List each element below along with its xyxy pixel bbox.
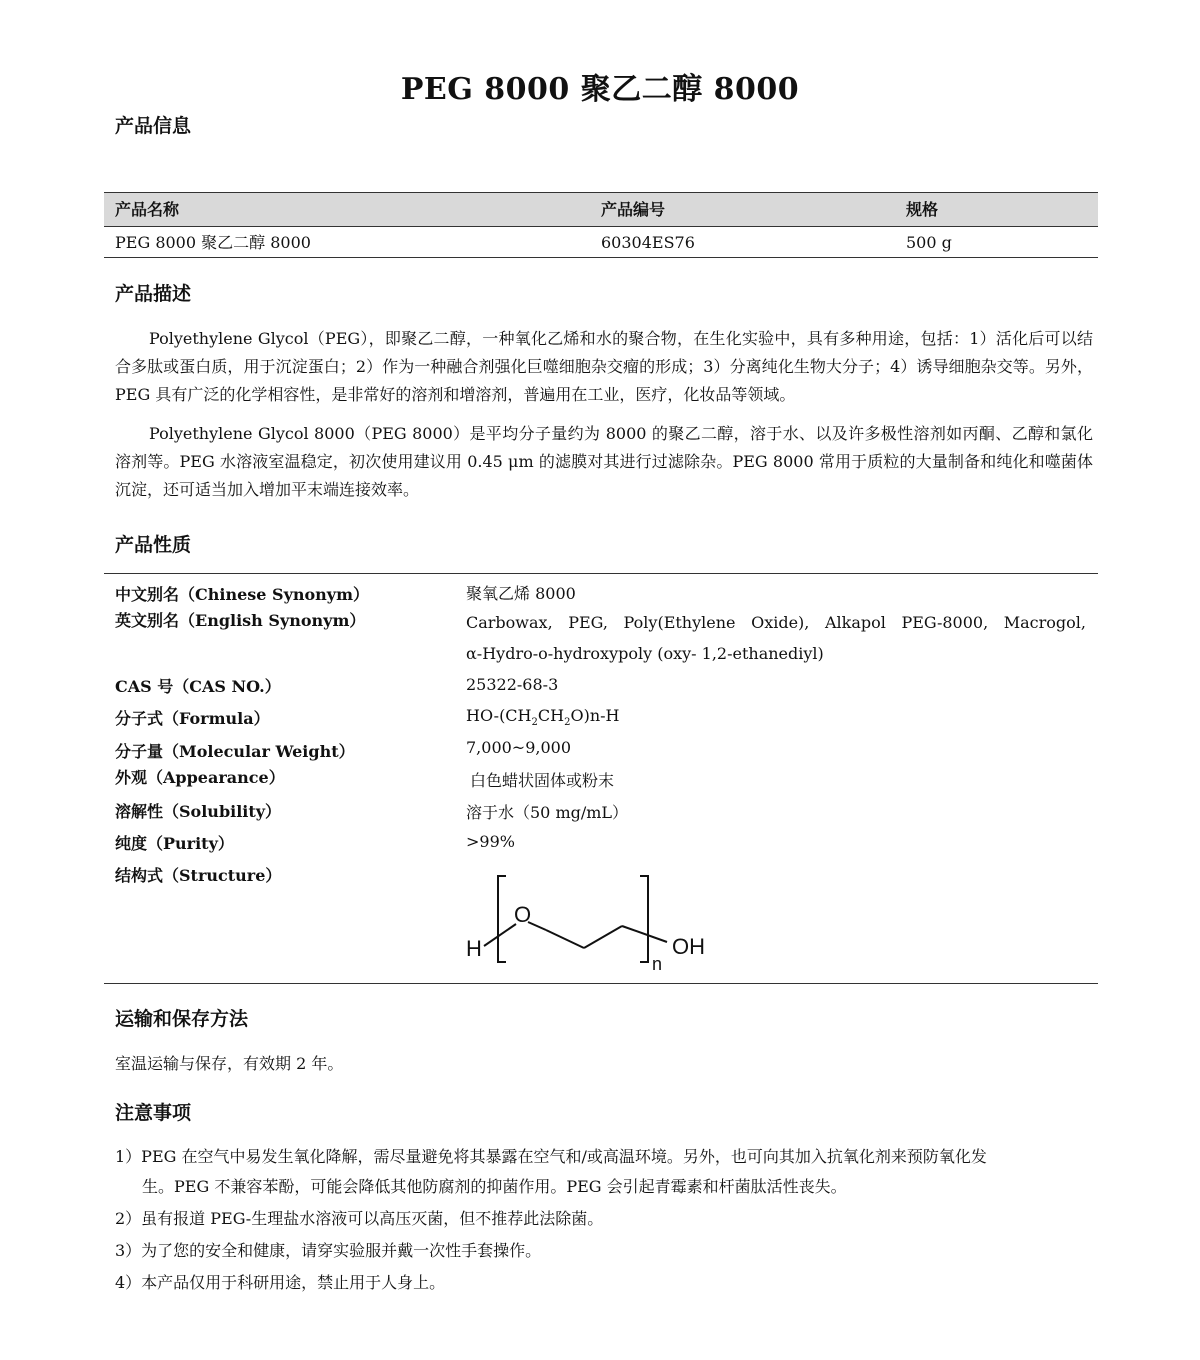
bond-c3-oh	[622, 926, 667, 942]
formula-part-c: O)n-H	[570, 706, 620, 725]
english-synonym-line-1: Carbowax, PEG, Poly(Ethylene Oxide), Alkapol PEG-8000, Macrogol,	[466, 613, 1086, 632]
section-heading-properties: 产品性质	[115, 534, 192, 556]
label-structure: 结构式（Structure）	[115, 866, 282, 885]
section-heading-description: 产品描述	[115, 283, 192, 305]
product-info-table	[104, 192, 1098, 258]
bond-c2-c3	[584, 926, 622, 948]
value-molecular-weight: 7,000~9,000	[466, 738, 572, 757]
label-molecular-weight: 分子量（Molecular Weight）	[115, 742, 355, 761]
note-item-1	[115, 1141, 1095, 1203]
subscript-n: n	[652, 954, 663, 974]
description-paragraph-1: Polyethylene Glycol（PEG），即聚乙二醇，一种氧化乙烯和水的聚合物，在生化实验中，具有多种用途，包括：1）活化后可以结合多肽或蛋白质，用于沉淀蛋白；2）作为一种融合剂强化巨噬细胞杂交瘤的形成；3）分离纯化生物大分子；4）诱导细胞杂交等。另外，PEG 具有广泛的化学相容性，是非常好的溶剂和增溶剂，普遍用在工业，医疗，化妆品等领域。	[115, 329, 1093, 404]
label-formula: 分子式（Formula）	[115, 709, 270, 728]
structure-diagram	[462, 870, 722, 974]
english-synonym-line-2: α-Hydro-o-hydroxypoly (oxy- 1,2-ethanediyl)	[466, 644, 824, 663]
value-english-synonym	[466, 607, 1086, 669]
left-bracket	[498, 876, 506, 962]
label-purity: 纯度（Purity）	[115, 834, 234, 853]
table-row	[104, 227, 1098, 258]
atom-oh: OH	[672, 934, 705, 959]
label-english-synonym: 英文别名（English Synonym）	[115, 611, 366, 630]
formula-part-b: CH	[537, 706, 565, 725]
table-header-row	[104, 192, 1098, 227]
value-purity: >99%	[466, 832, 515, 851]
formula-subscript-2: 2	[564, 717, 571, 729]
note-1-line-2: 生。PEG 不兼容苯酚，可能会降低其他防腐剂的抑菌作用。PEG 会引起青霉素和杆菌肽活性丧失。	[142, 1177, 847, 1196]
label-cas: CAS 号（CAS NO.）	[115, 677, 281, 696]
value-formula	[466, 706, 619, 728]
properties-table	[104, 573, 1098, 984]
atom-o: O	[514, 902, 532, 927]
label-appearance: 外观（Appearance）	[115, 768, 285, 787]
header-product-name: 产品名称	[115, 200, 180, 219]
cell-product-name: PEG 8000 聚乙二醇 8000	[115, 233, 311, 252]
formula-part-a: HO-(CH	[466, 706, 532, 725]
atom-h: H	[466, 936, 482, 961]
value-solubility: 溶于水（50 mg/mL）	[466, 803, 629, 822]
note-1-line-1: 1）PEG 在空气中易发生氧化降解，需尽量避免将其暴露在空气和/或高温环境。另外，也可向其加入抗氧化剂来预防氧化发	[115, 1147, 987, 1166]
label-chinese-synonym: 中文别名（Chinese Synonym）	[115, 585, 370, 604]
header-specification: 规格	[906, 200, 939, 219]
cell-product-number: 60304ES76	[601, 233, 695, 252]
note-item-3: 3）为了您的安全和健康，请穿实验服并戴一次性手套操作。	[115, 1241, 542, 1260]
value-appearance: 白色蜡状固体或粉末	[470, 771, 615, 790]
note-item-4: 4）本产品仅用于科研用途，禁止用于人身上。	[115, 1273, 446, 1292]
section-heading-info: 产品信息	[115, 115, 192, 137]
description-paragraph-2: Polyethylene Glycol 8000（PEG 8000）是平均分子量约为 8000 的聚乙二醇，溶于水、以及许多极性溶剂如丙酮、乙醇和氯化溶剂等。PEG 水溶液室温稳定，初次使用建议用 0.45 μm 的滤膜对其进行过滤除杂。PEG 8000 常用于质粒的大量制备和纯化和噬菌体沉淀，还可适当加入增加平末端连接效率。	[115, 424, 1093, 499]
formula-subscript-1: 2	[531, 717, 538, 729]
cell-specification: 500 g	[906, 233, 952, 252]
value-cas: 25322-68-3	[466, 675, 559, 694]
storage-text: 室温运输与保存，有效期 2 年。	[115, 1054, 344, 1073]
label-solubility: 溶解性（Solubility）	[115, 802, 282, 821]
section-heading-notes: 注意事项	[115, 1102, 192, 1124]
section-heading-storage: 运输和保存方法	[115, 1008, 249, 1030]
bond-c1-c2	[546, 930, 584, 948]
bond-h-o	[484, 924, 516, 946]
note-item-2: 2）虽有报道 PEG-生理盐水溶液可以高压灭菌，但不推荐此法除菌。	[115, 1209, 604, 1228]
value-chinese-synonym: 聚氧乙烯 8000	[466, 584, 576, 603]
right-bracket	[640, 876, 648, 962]
page-title: PEG 8000 聚乙二醇 8000	[400, 72, 800, 107]
header-product-number: 产品编号	[601, 200, 666, 219]
